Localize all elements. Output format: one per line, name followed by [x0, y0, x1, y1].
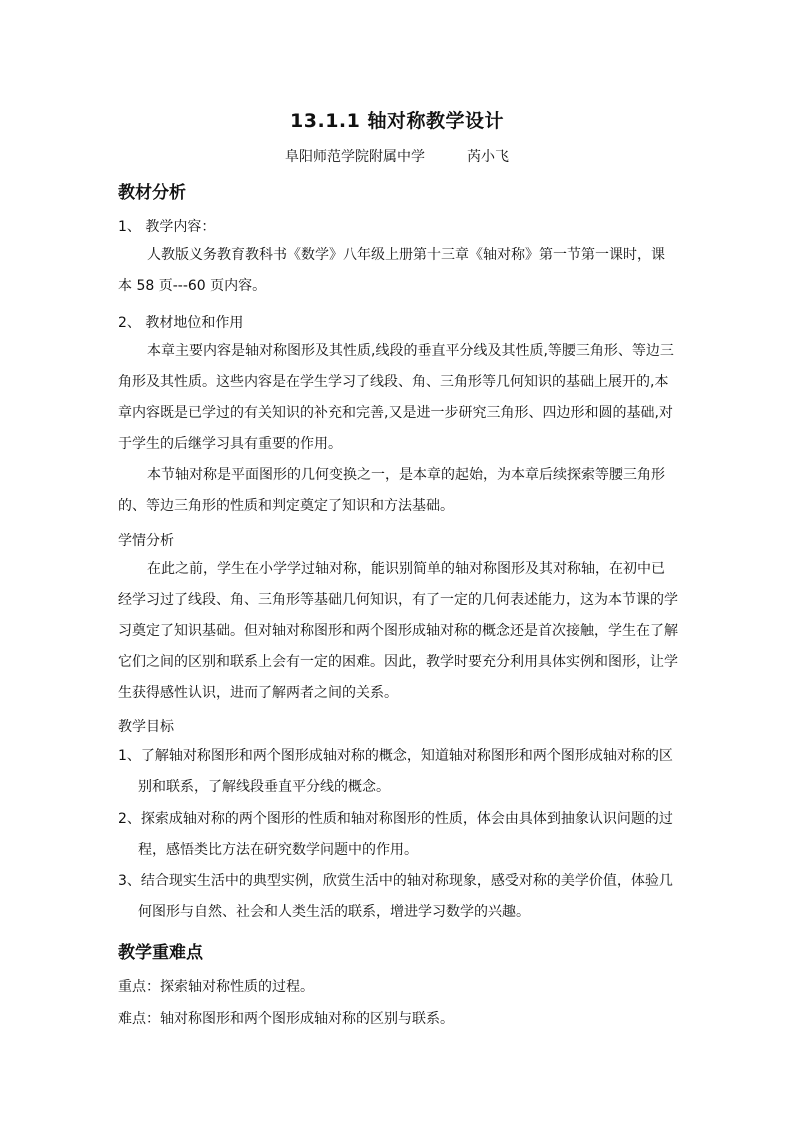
- difficult-point: 难点：轴对称图形和两个图形成轴对称的区别与联系。: [118, 1011, 454, 1027]
- document-title: 13.1.1 轴对称教学设计: [290, 110, 504, 132]
- heading-learner-analysis: 学情分析: [118, 533, 174, 549]
- key-point: 重点：探索轴对称性质的过程。: [118, 979, 314, 995]
- goal-item-1: 1、了解轴对称图形和两个图形成轴对称的概念，知道轴对称图形和两个图形成轴对称的区别和联系，了解线段垂直平分线的概念。: [118, 748, 673, 795]
- paragraph-teaching-content: 人教版义务教育教科书《数学》八年级上册第十三章《轴对称》第一节第一课时，课本 58 页---60 页内容。: [118, 247, 665, 294]
- heading-teaching-goals: 教学目标: [118, 719, 174, 735]
- heading-key-points: 教学重难点: [118, 943, 203, 963]
- author-name: 芮小飞: [467, 149, 509, 165]
- subheading-textbook-role: 2、 教材地位和作用: [118, 315, 244, 331]
- goal-item-3: 3、结合现实生活中的典型实例，欣赏生活中的轴对称现象，感受对称的美学价值，体验几何图形与自然、社会和人类生活的联系，增进学习数学的兴趣。: [118, 873, 673, 920]
- author-line: [0, 146, 794, 166]
- goal-item-2: 2、探索成轴对称的两个图形的性质和轴对称图形的性质，体会由具体到抽象认识问题的过程，感悟类比方法在研究数学问题中的作用。: [118, 811, 673, 858]
- paragraph-textbook-role: 本章主要内容是轴对称图形及其性质,线段的垂直平分线及其性质,等腰三角形、等边三角形及其性质。这些内容是在学生学习了线段、角、三角形等几何知识的基础上展开的,本章内容既是已学过的有关知识的补充和完善,又是进一步研究三角形、四边形和圆的基础,对于学生的后继学习具有重要的作用。: [118, 343, 674, 452]
- paragraph-section-intro: 本节轴对称是平面图形的几何变换之一，是本章的起始，为本章后续探索等腰三角形的、等边三角形的性质和判定奠定了知识和方法基础。: [118, 467, 665, 514]
- author-school: 阜阳师范学院附属中学: [285, 149, 425, 165]
- subheading-teaching-content: 1、 教学内容：: [118, 219, 216, 235]
- paragraph-learner-analysis: 在此之前，学生在小学学过轴对称，能识别简单的轴对称图形及其对称轴，在初中已经学习过了线段、角、三角形等基础几何知识，有了一定的几何表述能力，这为本节课的学习奠定了知识基础。但对轴对称图形和两个图形成轴对称的概念还是首次接触，学生在了解它们之间的区别和联系上会有一定的困难。因此，教学时要充分利用具体实例和图形，让学生获得感性认识，进而了解两者之间的关系。: [118, 561, 678, 701]
- heading-textbook-analysis: 教材分析: [118, 183, 186, 203]
